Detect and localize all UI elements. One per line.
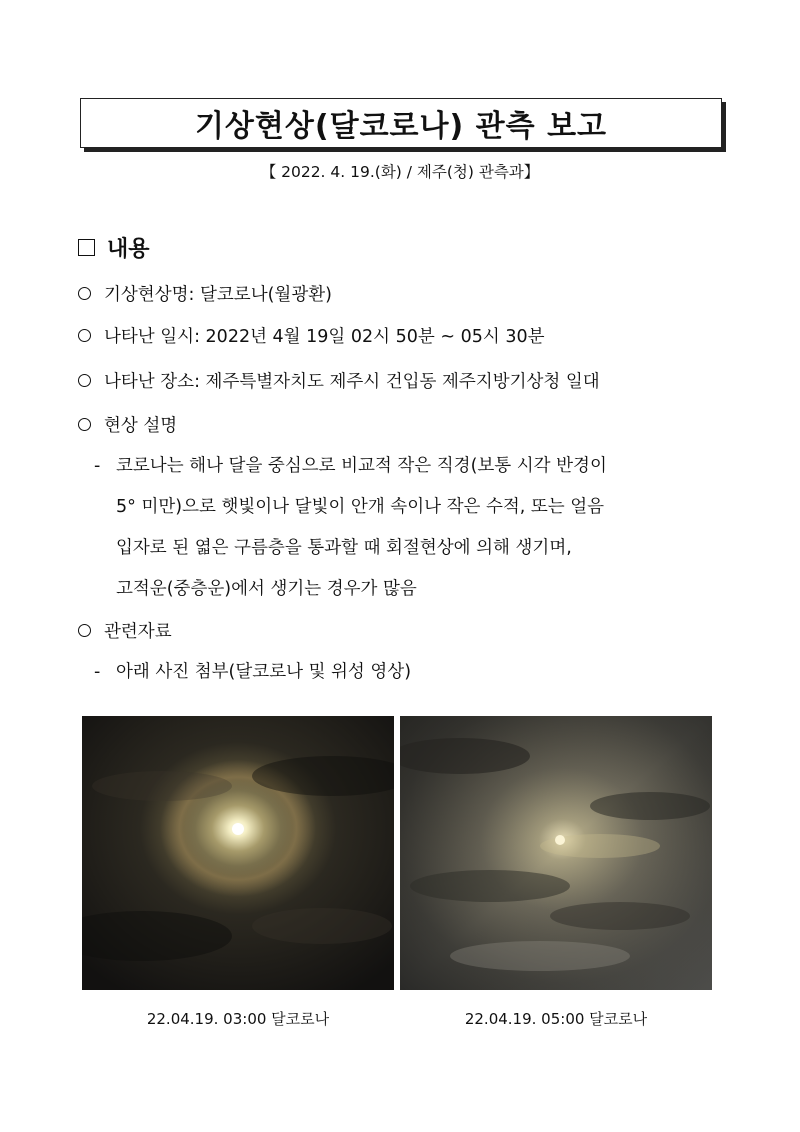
- square-icon: [78, 239, 95, 256]
- photo-caption-0500: 22.04.19. 05:00 달코로나: [464, 1010, 648, 1028]
- circle-bullet-icon: [78, 329, 91, 342]
- section-heading: [78, 232, 150, 263]
- section-heading-text: 내용: [107, 237, 150, 262]
- bullet-item-related: [78, 618, 172, 643]
- bullet-text: 나타난 일시: 2022년 4월 19일 02시 50분 ~ 05시 30분: [104, 327, 545, 347]
- page-title: 기상현상(달코로나) 관측 보고: [194, 109, 608, 144]
- bullet-item-phenomenon: [78, 281, 332, 306]
- night-sky-image: [82, 716, 394, 990]
- paragraph-line: 고적운(중층운)에서 생기는 경우가 많음: [116, 579, 417, 599]
- explanation-paragraph: [94, 446, 724, 610]
- moon-corona-photo-0300: [82, 716, 394, 990]
- circle-bullet-icon: [78, 374, 91, 387]
- bullet-item-location: [78, 368, 600, 393]
- cloud-sky-image: [400, 716, 712, 990]
- paragraph-line: - 코로나는 해나 달을 중심으로 비교적 작은 직경(보통 시각 반경이: [94, 446, 724, 487]
- circle-bullet-icon: [78, 624, 91, 637]
- dash-marker: -: [94, 456, 101, 476]
- dash-marker: -: [94, 662, 101, 682]
- related-paragraph: [94, 652, 724, 693]
- circle-bullet-icon: [78, 287, 91, 300]
- bullet-text: 관련자료: [104, 622, 172, 642]
- paragraph-line: 5° 미만)으로 햇빛이나 달빛이 안개 속이나 작은 수적, 또는 얼음: [116, 497, 605, 517]
- bullet-text: 나타난 장소: 제주특별자치도 제주시 건입동 제주지방기상청 일대: [104, 372, 600, 392]
- bullet-item-explanation: [78, 412, 177, 437]
- bullet-item-datetime: [78, 323, 545, 348]
- paragraph-line: - 아래 사진 첨부(달코로나 및 위성 영상): [94, 652, 724, 693]
- report-subtitle: 【 2022. 4. 19.(화) / 제주(청) 관측과】: [260, 163, 540, 181]
- paragraph-line: 입자로 된 엷은 구름층을 통과할 때 회절현상에 의해 생기며,: [116, 538, 572, 558]
- photo-caption-0300: 22.04.19. 03:00 달코로나: [146, 1010, 330, 1028]
- bullet-text: 기상현상명: 달코로나(월광환): [104, 285, 332, 305]
- title-box: [80, 98, 722, 148]
- bullet-text: 현상 설명: [104, 416, 178, 436]
- circle-bullet-icon: [78, 418, 91, 431]
- moon-corona-photo-0500: [400, 716, 712, 990]
